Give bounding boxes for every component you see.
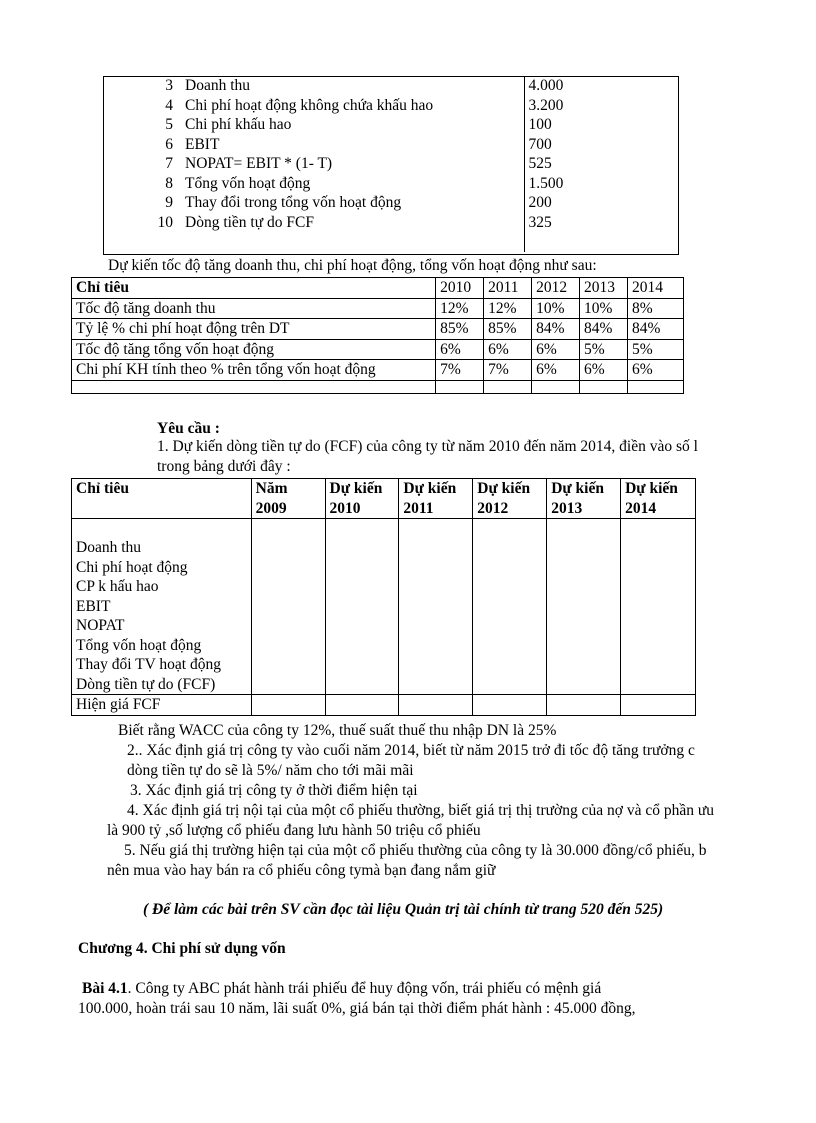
question-5-line-1: 5. Nếu giá thị trường hiện tại của một cổ phiếu thường của công ty là 30.000 đồng/cổ phiếu, b (124, 842, 707, 859)
fcf-empty-cell (547, 519, 621, 695)
summary-row-value: 325 (524, 213, 679, 233)
fcf-item-label: Thay đổi TV hoạt động (76, 656, 221, 673)
forecast-cell: 6% (532, 339, 580, 360)
forecast-cell: 85% (484, 319, 532, 340)
fcf-pv-cell (325, 695, 399, 716)
question-4-line-2: là 900 tỷ ,số lượng cổ phiếu đang lưu hành 50 triệu cổ phiếu (107, 822, 481, 839)
fcf-empty-cell (621, 519, 696, 695)
fcf-empty-cell (325, 519, 399, 695)
fcf-pv-cell (399, 695, 473, 716)
fcf-header-cell (547, 479, 621, 519)
reading-note: ( Để làm các bài trên SV cần đọc tài liệu Quản trị tài chính từ trang 520 đến 525) (143, 901, 664, 918)
fcf-header-line-2: 2012 (477, 499, 509, 517)
forecast-header-label: Chỉ tiêu (72, 278, 436, 299)
question-2-line-1: 2.. Xác định giá trị công ty vào cuối năm 2014, biết từ năm 2015 trở đi tốc độ tăng trưởng c (127, 742, 695, 759)
summary-row (103, 115, 679, 135)
fcf-header-line-2: 2014 (625, 499, 657, 517)
forecast-row (72, 298, 684, 319)
forecast-cell: 6% (628, 360, 684, 381)
forecast-cell: 85% (436, 319, 484, 340)
fcf-header-line-1: Dự kiến (625, 480, 678, 497)
summary-row-value: 3.200 (524, 96, 679, 116)
summary-row-number: 10 (157, 213, 173, 231)
forecast-row (72, 360, 684, 381)
fcf-forecast-table (71, 478, 696, 716)
question-3: 3. Xác định giá trị công ty ở thời điểm hiện tại (130, 782, 418, 799)
exercise-line-2: 100.000, hoàn trái sau 10 năm, lãi suất 0%, giá bán tại thời điểm phát hành : 45.000 đồng, (78, 1000, 636, 1017)
fcf-header-line-2: 2009 (255, 499, 287, 517)
summary-row-number: 8 (165, 174, 173, 192)
fcf-header-line-2: 2010 (329, 499, 361, 517)
forecast-intro: Dự kiến tốc độ tăng doanh thu, chi phí hoạt động, tổng vốn hoạt động như sau: (108, 257, 597, 274)
summary-row-label: Tổng vốn hoạt động (185, 174, 311, 192)
forecast-header-year: 2010 (436, 278, 484, 299)
summary-table (103, 76, 679, 255)
forecast-cell: 12% (436, 298, 484, 319)
fcf-header-cell (473, 479, 547, 519)
summary-row-number: 7 (165, 155, 173, 172)
summary-row (103, 174, 679, 194)
summary-row-label: Doanh thu (185, 77, 251, 94)
forecast-cell: 10% (532, 298, 580, 319)
forecast-row (72, 339, 684, 360)
wacc-line: Biết rằng WACC của công ty 12%, thuế suất thuế thu nhập DN là 25% (118, 722, 557, 739)
fcf-item-label: NOPAT (76, 617, 125, 634)
summary-row-label: Dòng tiền tự do FCF (185, 213, 314, 231)
fcf-pv-cell (251, 695, 325, 716)
fcf-header-line-2: 2013 (551, 499, 583, 517)
forecast-empty-row (72, 380, 684, 393)
summary-row-label: Thay đổi trong tổng vốn hoạt động (185, 194, 402, 211)
forecast-cell: 6% (580, 360, 628, 381)
fcf-header-cell (251, 479, 325, 519)
forecast-row-label: Tỷ lệ % chi phí hoạt động trên DT (72, 319, 436, 340)
summary-row-number: 9 (165, 194, 173, 211)
requirement-1-line-2: trong bảng dưới đây : (157, 458, 291, 475)
forecast-empty-cell (72, 380, 436, 393)
fcf-header-line-1: Chỉ tiêu (76, 480, 129, 497)
fcf-item-label: Dòng tiền tự do (FCF) (76, 675, 216, 693)
fcf-pv-cell (547, 695, 621, 716)
fcf-header-cell (399, 479, 473, 519)
forecast-empty-cell (580, 380, 628, 393)
summary-row-label: Chi phí hoạt động không chứa khấu hao (185, 96, 434, 114)
fcf-empty-cell (251, 519, 325, 695)
exercise-line-1 (82, 980, 601, 998)
question-5-line-2: nên mua vào hay bán ra cổ phiếu công tymà bạn đang nắm giữ (107, 862, 496, 879)
summary-row (103, 193, 679, 213)
fcf-header-line-1: Dự kiến (329, 480, 383, 497)
forecast-cell: 6% (532, 360, 580, 381)
summary-row (103, 135, 679, 155)
question-4-line-1: 4. Xác định giá trị nội tại của một cổ phiếu thường, biết giá trị thị trường của nợ và cổ phần ưu (127, 802, 714, 819)
fcf-header-line-1: Dự kiến (551, 480, 604, 497)
exercise-label: Bài 4.1 (82, 980, 128, 997)
fcf-empty-cell (399, 519, 473, 695)
requirements-title: Yêu cầu : (157, 420, 220, 437)
fcf-header-line-2: 2011 (403, 499, 434, 517)
summary-row-number: 6 (165, 135, 173, 153)
fcf-header-cell (72, 479, 252, 519)
forecast-row-label: Tốc độ tăng tổng vốn hoạt động (72, 339, 436, 360)
requirement-1-line-1: 1. Dự kiến dòng tiền tự do (FCF) của công ty từ năm 2010 đến năm 2014, điền vào số l (157, 438, 698, 455)
forecast-cell: 84% (580, 319, 628, 340)
fcf-header-line-1: Dự kiến (477, 480, 531, 497)
fcf-empty-cell (473, 519, 547, 695)
summary-row-label: Chi phí khấu hao (185, 116, 292, 133)
forecast-empty-cell (628, 380, 684, 393)
forecast-cell: 7% (484, 360, 532, 381)
forecast-cell: 6% (484, 339, 532, 360)
fcf-item-labels (72, 519, 252, 695)
forecast-row (72, 319, 684, 340)
fcf-item-label: Doanh thu (76, 539, 142, 556)
forecast-cell: 7% (436, 360, 484, 381)
forecast-cell: 5% (580, 339, 628, 360)
summary-row-number: 3 (165, 77, 173, 94)
fcf-pv-cell (621, 695, 696, 716)
summary-row-value: 200 (524, 193, 679, 213)
fcf-item-label: EBIT (76, 597, 111, 615)
fcf-header-line-1: Năm (255, 480, 288, 497)
forecast-empty-cell (484, 380, 532, 393)
forecast-cell: 84% (628, 319, 684, 340)
forecast-header-year: 2011 (484, 278, 532, 299)
summary-row-value: 525 (524, 154, 679, 174)
forecast-header-year: 2013 (580, 278, 628, 299)
summary-row-number: 5 (165, 116, 173, 133)
forecast-header-year: 2012 (532, 278, 580, 299)
fcf-pv-cell (473, 695, 547, 716)
summary-row-number: 4 (165, 96, 173, 114)
summary-row-label: NOPAT= EBIT * (1- T) (185, 155, 333, 172)
summary-row (103, 76, 679, 96)
forecast-cell: 84% (532, 319, 580, 340)
fcf-item-label: Tổng vốn hoạt động (76, 636, 202, 654)
summary-row-value: 4.000 (524, 76, 679, 96)
forecast-cell: 8% (628, 298, 684, 319)
summary-row-value: 100 (524, 115, 679, 135)
fcf-pv-label: Hiện giá FCF (72, 695, 252, 716)
forecast-header-year: 2014 (628, 278, 684, 299)
fcf-header-cell (325, 479, 399, 519)
forecast-row-label: Chi phí KH tính theo % trên tổng vốn hoạt động (72, 360, 436, 381)
forecast-table (71, 277, 684, 394)
chapter-title: Chương 4. Chi phí sử dụng vốn (78, 940, 286, 957)
forecast-row-label: Tốc độ tăng doanh thu (72, 298, 436, 319)
forecast-cell: 5% (628, 339, 684, 360)
exercise-text-1: . Công ty ABC phát hành trái phiếu để huy động vốn, trái phiếu có mệnh giá (127, 980, 602, 997)
summary-row (103, 96, 679, 116)
summary-row-value: 700 (524, 135, 679, 155)
question-2-line-2: dòng tiền tự do sẽ là 5%/ năm cho tới mãi mãi (127, 762, 414, 779)
summary-row-value: 1.500 (524, 174, 679, 194)
summary-row (103, 154, 679, 174)
forecast-empty-cell (436, 380, 484, 393)
forecast-cell: 6% (436, 339, 484, 360)
forecast-cell: 10% (580, 298, 628, 319)
fcf-header-cell (621, 479, 696, 519)
summary-row (103, 213, 679, 233)
summary-row-label: EBIT (185, 135, 220, 153)
fcf-item-label: CP k hấu hao (76, 578, 159, 595)
forecast-cell: 12% (484, 298, 532, 319)
fcf-item-label: Chi phí hoạt động (76, 558, 188, 576)
fcf-header-line-1: Dự kiến (403, 480, 457, 497)
forecast-empty-cell (532, 380, 580, 393)
